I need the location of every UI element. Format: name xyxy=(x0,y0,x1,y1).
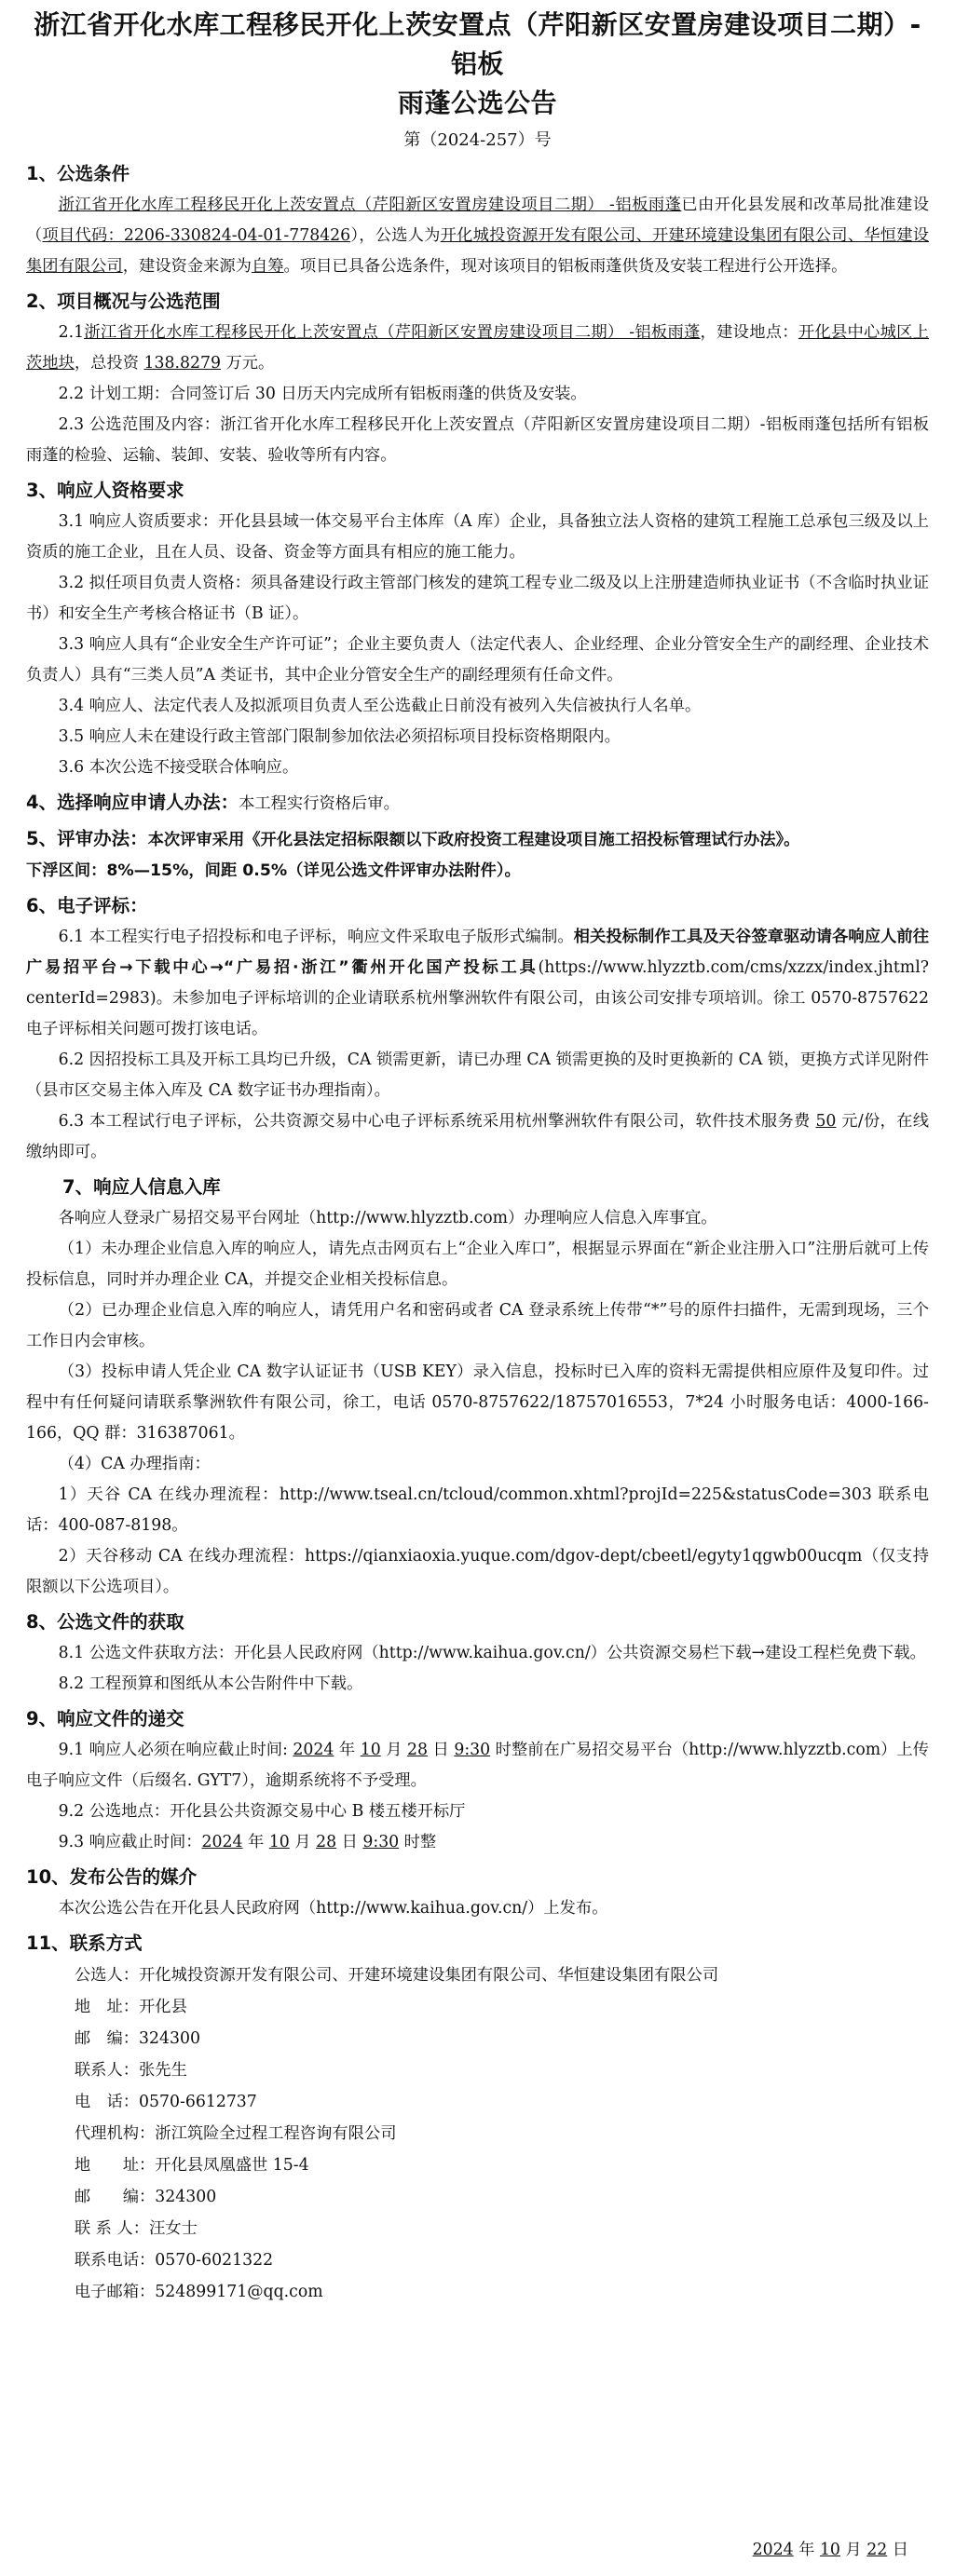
project-name: 浙江省开化水库工程移民开化上茨安置点（芹阳新区安置房建设项目二期） -铝板雨蓬 xyxy=(58,196,682,214)
deadline-month: 10 xyxy=(268,1833,290,1851)
section-1-paragraph xyxy=(26,190,929,282)
section-6-2: 6.2 因招投标工具及开标工具均已升级，CA 锁需更新，请已办理 CA 锁需更换的及时更换新的 CA 锁，更换方式详见附件（县市区交易主体入库及 CA 数字证书办理指南）。 xyxy=(26,1051,929,1100)
section-8-1: 8.1 公选文件获取方法：开化县人民政府网（http://www.kaihua.gov.cn/）公共资源交易栏下载→建设工程栏免费下载。 xyxy=(58,1644,926,1662)
section-10-heading: 10、发布公告的媒介 xyxy=(26,1866,198,1888)
contact-postcode: 邮 编：324300 xyxy=(74,2029,200,2048)
deadline-time: 9:30 xyxy=(362,1833,400,1851)
title-line-1: 浙江省开化水库工程移民开化上茨安置点（芹阳新区安置房建设项目二期）-铝板 xyxy=(34,9,921,79)
tool-download-link[interactable]: (https://www.hlyzztb.com/cms/xzzx/index.jhtml?centerId=2983) xyxy=(26,958,929,1008)
text-span: 年 xyxy=(793,2541,820,2559)
text-span: 9.3 响应截止时间： xyxy=(58,1833,202,1851)
agency-contact-person: 联 系 人：汪女士 xyxy=(74,2219,198,2238)
section-3-1: 3.1 响应人资质要求：开化县县域一体交易平台主体库（A 库）企业，具备独立法人资格的建筑工程施工总承包三级及以上资质的施工企业，且在人员、设备、资金等方面具有相应的施工能力。 xyxy=(26,512,929,562)
text-span: 月 xyxy=(289,1833,317,1851)
section-11-heading: 11、联系方式 xyxy=(26,1932,143,1954)
text-span: ），公选人为 xyxy=(350,226,441,245)
text-span: 年 xyxy=(242,1833,269,1851)
deadline-month: 10 xyxy=(360,1741,381,1759)
section-8-2: 8.2 工程预算和图纸从本公告附件中下载。 xyxy=(58,1674,363,1693)
text-span: 日 xyxy=(428,1741,455,1759)
text-span: 元/份，在线缴纳即可。 xyxy=(26,1112,929,1161)
contact-selector: 公选人：开化城投资源开发有限公司、开建环境建设集团有限公司、华恒建设集团有限公司 xyxy=(74,1966,719,1985)
section-7-item-3: （3）投标申请人凭企业 CA 数字认证证书（USB KEY）录入信息，投标时已入库的资料无需提供相应原件及复印件。过程中有任何疑问请联系擎洲软件有限公司，徐工，电话 0570-8757622/18757016553，7*24 小时服务电话：4000-166-166，QQ 群：316387061。 xyxy=(26,1363,929,1443)
section-9-1 xyxy=(26,1735,929,1796)
project-code: 项目代码：2206-330824-04-01-778426 xyxy=(42,226,351,245)
text-span: 万元。 xyxy=(220,354,275,373)
text-span: 。未参加电子评标培训的企业请联系杭州擎洲软件有限公司，由该公司安排专项培训。徐工 0570-8757622 电子评标相关问题可拨打该电话。 xyxy=(26,989,946,1038)
fund-source: 自筹 xyxy=(251,257,284,276)
section-4-heading: 4、选择响应申请人办法： xyxy=(26,792,239,813)
text-span: 6.3 本工程试行电子评标，公共资源交易中心电子评标系统采用杭州擎洲软件有限公司，软件技术服务费 xyxy=(58,1112,816,1131)
section-3-6: 3.6 本次公选不接受联合体响应。 xyxy=(58,758,299,777)
text-span: 时整前在广易招交易平台（http://www.hlyzztb.com）上传电子响应文件（后缀名. GYT7），逾期系统将不予受理。 xyxy=(26,1741,930,1790)
section-6-1 xyxy=(26,922,946,1045)
text-span: ，总投资 xyxy=(74,354,144,373)
selector-companies: 开化城投资源开发有限公司、开建环境建设集团有限公司、华恒建设集团有限公司 xyxy=(26,226,929,276)
agency-postcode: 邮 编：324300 xyxy=(74,2188,217,2206)
section-7-heading: 7、响应人信息入库 xyxy=(62,1176,221,1198)
project-location: 开化县中心城区上茨地块 xyxy=(26,323,929,373)
section-4-text: 本工程实行资格后审。 xyxy=(239,794,400,813)
contact-person: 联系人：张先生 xyxy=(74,2061,187,2080)
section-4 xyxy=(26,787,929,820)
section-7-item-2: （2）已办理企业信息入库的响应人，请凭用户名和密码或者 CA 登录系统上传带“*”号的原件扫描件，无需到现场，三个工作日内会审核。 xyxy=(26,1301,929,1350)
total-investment: 138.8279 xyxy=(143,354,221,373)
publish-date xyxy=(753,2535,908,2565)
deadline-day: 28 xyxy=(407,1741,429,1759)
title-line-2: 雨蓬公选公告 xyxy=(397,88,557,118)
date-year: 2024 xyxy=(752,2541,794,2559)
contact-address: 地 址：开化县 xyxy=(74,1998,187,2016)
text-span: 月 xyxy=(839,2541,867,2559)
section-1-heading: 1、公选条件 xyxy=(26,163,130,184)
section-7-intro: 各响应人登录广易招交易平台网址（http://www.hlyzztb.com）办理响应人信息入库事宜。 xyxy=(58,1209,717,1227)
section-8-heading: 8、公选文件的获取 xyxy=(26,1611,184,1633)
text-span: ，建设资金来源为 xyxy=(122,257,252,276)
issue-number: 第（2024-257）号 xyxy=(403,130,552,150)
agency-address: 地 址：开化县凤凰盛世 15-4 xyxy=(74,2156,309,2175)
section-6-heading: 6、电子评标： xyxy=(26,895,148,916)
text-span: 6.1 本工程实行电子招投标和电子评标，响应文件采取电子版形式编制。 xyxy=(58,928,574,946)
section-2-1 xyxy=(26,318,929,379)
tool-download-note: 相关投标制作工具及天谷签章驱动请各响应人前往广易招平台→下载中心→“广易招·浙江”衢州开化国产投标工具 xyxy=(26,928,929,977)
section-7-ca-mobile: 2）天谷移动 CA 在线办理流程：https://qianxiaoxia.yuque.com/dgov-dept/cbeetl/egyty1qgwb00ucqm（仅支持限额以下公选项目）。 xyxy=(26,1547,929,1596)
section-5-heading: 5、评审办法： xyxy=(26,828,148,849)
section-7-item-1: （1）未办理企业信息入库的响应人，请先点击网页右上“企业入库口”，根据显示界面在“新企业注册入口”注册后就可上传投标信息，同时并办理企业 CA，并提交企业相关投标信息。 xyxy=(26,1240,929,1289)
contact-phone: 电 话：0570-6612737 xyxy=(74,2093,257,2111)
section-9-3 xyxy=(26,1827,929,1858)
deadline-year: 2024 xyxy=(201,1833,243,1851)
section-3-3: 3.3 响应人具有“企业安全生产许可证”；企业主要负责人（法定代表人、企业经理、企业分管安全生产的副经理、企业技术负责人）具有“三类人员”A 类证书，其中企业分管安全生产的副经理须有任命文件。 xyxy=(26,635,929,685)
text-span: 年 xyxy=(334,1741,361,1759)
section-3-4: 3.4 响应人、法定代表人及拟派项目负责人至公选截止日前没有被列入失信被执行人名单。 xyxy=(58,697,702,715)
text-span: 月 xyxy=(380,1741,408,1759)
deadline-time: 9:30 xyxy=(454,1741,491,1759)
section-10-text: 本次公选公告在开化县人民政府网（http://www.kaihua.gov.cn/）上发布。 xyxy=(58,1899,608,1918)
section-3-5: 3.5 响应人未在建设行政主管部门限制参加依法必须招标项目投标资格期限内。 xyxy=(58,727,621,746)
section-3-2: 3.2 拟任项目负责人资格：须具备建设行政主管部门核发的建筑工程专业二级及以上注册建造师执业证书（不含临时执业证书）和安全生产考核合格证书（B 证）。 xyxy=(26,574,929,623)
section-2-2: 2.2 计划工期：合同签订后 30 日历天内完成所有铝板雨蓬的供货及安装。 xyxy=(58,385,587,403)
text-span: 时整 xyxy=(399,1833,437,1851)
section-5-text: 本次评审采用《开化县法定招标限额以下政府投资工程建设项目施工招投标管理试行办法》。 xyxy=(147,831,800,849)
deadline-day: 28 xyxy=(316,1833,337,1851)
text-span: 9.1 响应人必须在响应截止时间: xyxy=(58,1741,293,1759)
text-span: 2.1 xyxy=(58,323,85,342)
agency-phone: 联系电话：0570-6021322 xyxy=(74,2251,274,2270)
section-3-heading: 3、响应人资格要求 xyxy=(26,480,184,501)
date-day: 22 xyxy=(866,2541,888,2559)
section-9-heading: 9、响应文件的递交 xyxy=(26,1708,184,1729)
text-span: 日 xyxy=(887,2541,908,2559)
date-month: 10 xyxy=(819,2541,840,2559)
section-6-3 xyxy=(26,1106,929,1168)
section-7-ca-tgong: 1）天谷 CA 在线办理流程：http://www.tseal.cn/tcloud/common.xhtml?projId=225&statusCode=303 联系电话：400-087-8198。 xyxy=(26,1485,929,1535)
text-span: ，建设地点： xyxy=(700,323,798,342)
section-5-range: 下浮区间：8%—15%，间距 0.5%（详见公选文件评审办法附件）。 xyxy=(26,861,521,880)
section-2-heading: 2、项目概况与公选范围 xyxy=(26,291,221,312)
project-name: 浙江省开化水库工程移民开化上茨安置点（芹阳新区安置房建设项目二期） -铝板雨蓬 xyxy=(84,323,701,342)
section-2-3: 2.3 公选范围及内容：浙江省开化水库工程移民开化上茨安置点（芹阳新区安置房建设项目二期）-铝板雨蓬包括所有铝板雨蓬的检验、运输、装卸、安装、验收等所有内容。 xyxy=(26,415,929,465)
text-span: 。项目已具备公选条件，现对该项目的铝板雨蓬供货及安装工程进行公开选择。 xyxy=(283,257,848,276)
section-5 xyxy=(26,823,929,856)
section-7-item-4: （4）CA 办理指南： xyxy=(58,1455,211,1473)
document-title xyxy=(26,0,929,123)
text-span: 已由开化县发展和改革局批准建设（ xyxy=(26,196,929,245)
deadline-year: 2024 xyxy=(293,1741,334,1759)
section-9-2: 9.2 公选地点：开化县公共资源交易中心 B 楼五楼开标厅 xyxy=(58,1802,466,1821)
agency-name: 代理机构：浙江筑险全过程工程咨询有限公司 xyxy=(74,2124,397,2143)
service-fee: 50 xyxy=(815,1112,837,1131)
agency-email: 电子邮箱：524899171@qq.com xyxy=(74,2283,323,2301)
text-span: 日 xyxy=(336,1833,363,1851)
